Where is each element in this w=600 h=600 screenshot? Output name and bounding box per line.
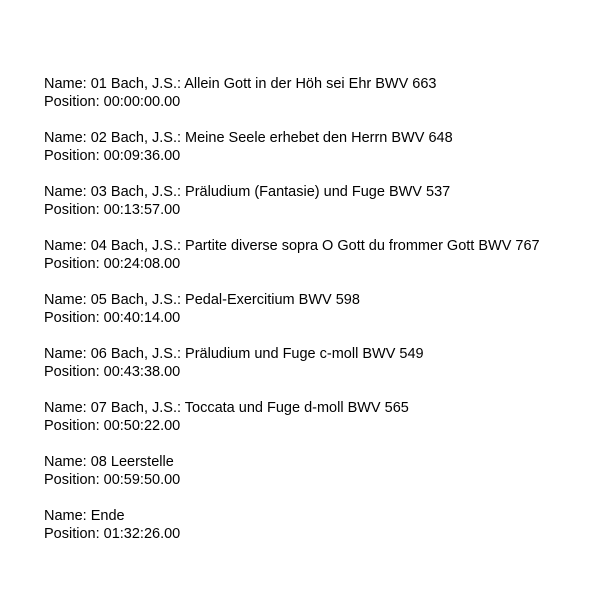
marker-entry <box>44 507 596 543</box>
marker-position: Position: 00:59:50.00 <box>44 472 181 488</box>
marker-entry <box>44 129 596 165</box>
marker-position: Position: 00:43:38.00 <box>44 364 181 380</box>
marker-name: Name: 02 Bach, J.S.: Meine Seele erhebet den Herrn BWV 648 <box>44 130 453 146</box>
marker-position: Position: 01:32:26.00 <box>44 526 181 542</box>
marker-name: Name: 04 Bach, J.S.: Partite diverse sopra O Gott du frommer Gott BWV 767 <box>44 238 540 254</box>
marker-entry <box>44 75 596 111</box>
marker-list <box>44 75 596 561</box>
marker-entry <box>44 399 596 435</box>
marker-entry <box>44 453 596 489</box>
marker-name: Name: 06 Bach, J.S.: Präludium und Fuge c-moll BWV 549 <box>44 346 424 362</box>
marker-name: Name: 03 Bach, J.S.: Präludium (Fantasie) und Fuge BWV 537 <box>44 184 451 200</box>
marker-name: Name: 07 Bach, J.S.: Toccata und Fuge d-moll BWV 565 <box>44 400 409 416</box>
marker-position: Position: 00:09:36.00 <box>44 148 181 164</box>
marker-position: Position: 00:00:00.00 <box>44 94 181 110</box>
marker-name: Name: 01 Bach, J.S.: Allein Gott in der Höh sei Ehr BWV 663 <box>44 76 437 92</box>
marker-entry <box>44 291 596 327</box>
marker-entry <box>44 345 596 381</box>
marker-position: Position: 00:50:22.00 <box>44 418 181 434</box>
marker-position: Position: 00:40:14.00 <box>44 310 181 326</box>
marker-name: Name: Ende <box>44 508 125 524</box>
marker-name: Name: 08 Leerstelle <box>44 454 174 470</box>
marker-position: Position: 00:24:08.00 <box>44 256 181 272</box>
marker-entry <box>44 237 596 273</box>
marker-entry <box>44 183 596 219</box>
marker-position: Position: 00:13:57.00 <box>44 202 181 218</box>
marker-name: Name: 05 Bach, J.S.: Pedal-Exercitium BWV 598 <box>44 292 360 308</box>
